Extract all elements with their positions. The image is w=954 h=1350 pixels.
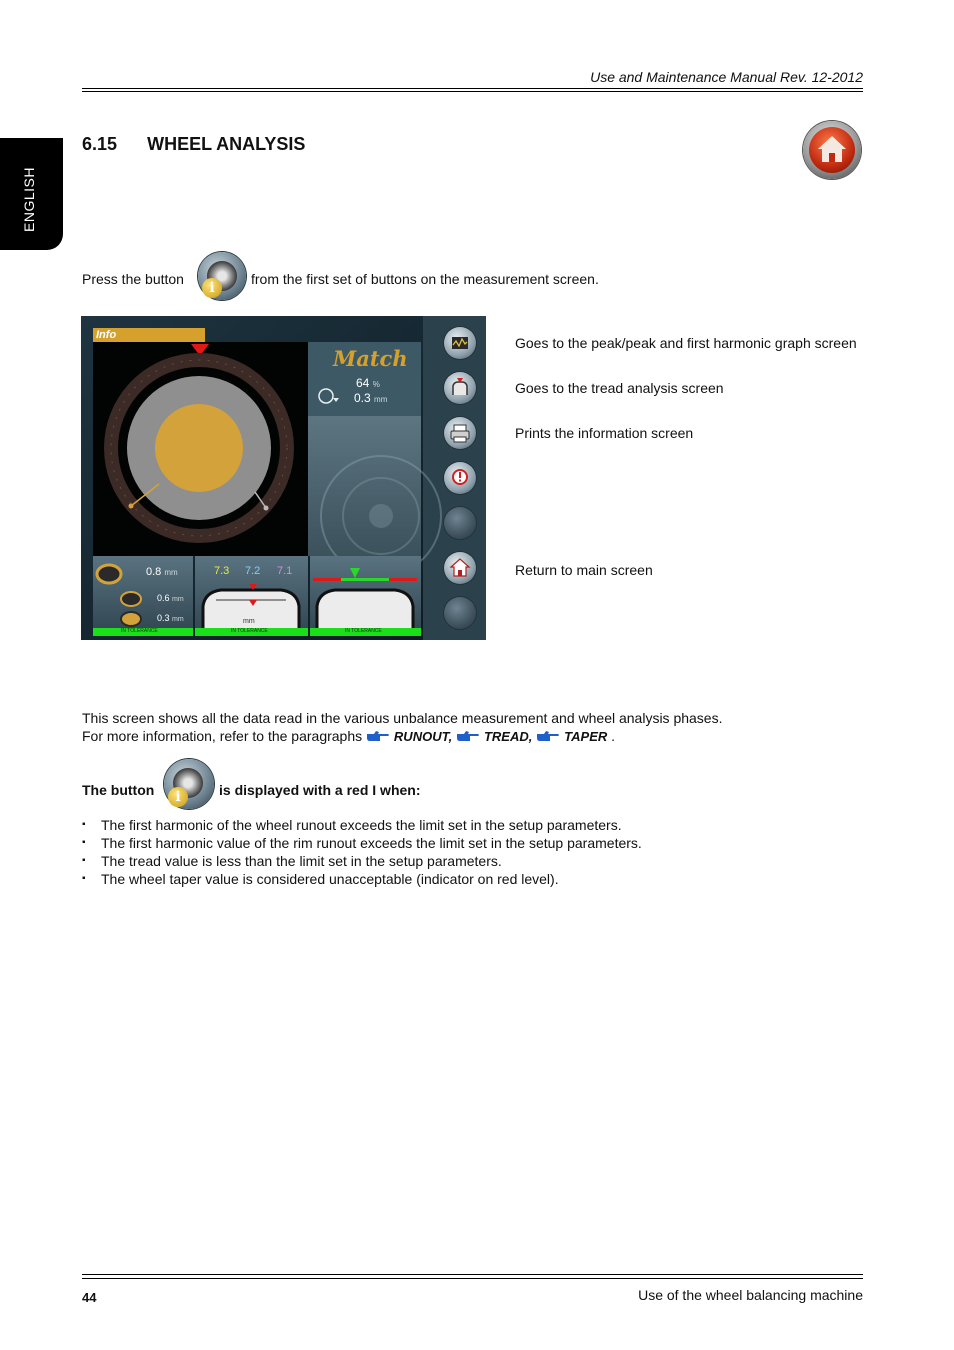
ref-runout[interactable]: RUNOUT xyxy=(393,729,449,744)
info-screen-graphic xyxy=(81,316,486,640)
pointing-hand-icon xyxy=(366,730,390,742)
graph-icon xyxy=(444,327,476,359)
runout-main xyxy=(146,566,178,578)
tread-unit: mm xyxy=(243,618,255,625)
condition-item: ▪ The first harmonic value of the rim runout exceeds the limit set in the setup parameters. xyxy=(82,834,642,852)
pointing-hand-icon xyxy=(456,730,480,742)
ref-sep-1: , xyxy=(448,729,453,744)
printer-icon xyxy=(444,417,476,449)
tread-analysis-button[interactable] xyxy=(444,372,476,404)
print-button[interactable] xyxy=(444,417,476,449)
tread-value-2: 7.2 xyxy=(245,565,261,577)
graph-button[interactable] xyxy=(444,327,476,359)
button-note-before: The button xyxy=(82,782,155,798)
alert-icon xyxy=(444,462,476,494)
ref-tread[interactable]: TREAD xyxy=(483,729,529,744)
runout-main-value: 0.8 xyxy=(146,566,162,578)
footer-rule xyxy=(82,1274,863,1275)
ref-sep-2: , xyxy=(528,729,533,744)
match-percent xyxy=(356,376,380,390)
home-small-icon xyxy=(444,552,476,584)
info-screen xyxy=(81,316,486,640)
tread-value-3: 7.1 xyxy=(277,565,293,577)
runout-second-unit: mm xyxy=(172,596,184,603)
tread-value-1: 7.3 xyxy=(214,565,230,577)
description-end: . xyxy=(611,728,616,744)
header-rule-thin xyxy=(82,91,863,92)
intro-text-after: from the first set of buttons on the measurement screen. xyxy=(251,271,599,287)
page-number: 44 xyxy=(82,1290,97,1305)
match-percent-value: 64 xyxy=(356,376,370,390)
language-label: ENGLISH xyxy=(21,167,37,232)
alert-button[interactable] xyxy=(444,462,476,494)
percent-unit: % xyxy=(372,380,380,389)
legend-home: Return to main screen xyxy=(515,562,653,578)
language-tab xyxy=(0,138,63,250)
description-line-2 xyxy=(82,727,615,746)
match-label: Match xyxy=(333,346,408,371)
section-title: WHEEL ANALYSIS xyxy=(147,134,306,154)
section-heading xyxy=(82,134,305,155)
intro-text-before: Press the button xyxy=(82,271,184,287)
manual-title: Use and Maintenance Manual Rev. 12-2012 xyxy=(590,69,863,85)
home-button[interactable] xyxy=(444,552,476,584)
status-label-taper: IN TOLERANCE xyxy=(345,628,382,634)
pointing-hand-icon xyxy=(536,730,560,742)
info-tab-label: Info xyxy=(96,329,117,341)
footer-rule-thin xyxy=(82,1278,863,1279)
runout-third xyxy=(157,613,184,623)
mm-unit: mm xyxy=(374,395,388,404)
section-number: 6.15 xyxy=(82,134,118,154)
home-icon xyxy=(803,121,861,179)
condition-item: ▪ The wheel taper value is considered unacceptable (indicator on red level). xyxy=(82,870,642,888)
runout-main-unit: mm xyxy=(164,568,178,577)
wheel-info-icon-2: i xyxy=(164,759,214,809)
conditions-list xyxy=(82,816,642,888)
empty-button-2 xyxy=(444,597,476,629)
tread-icon xyxy=(444,372,476,404)
runout-second xyxy=(157,593,184,603)
match-mm xyxy=(354,391,387,405)
status-label-runout: IN TOLERANCE xyxy=(121,628,158,634)
chapter-title: Use of the wheel balancing machine xyxy=(638,1287,863,1303)
empty-button-1 xyxy=(444,507,476,539)
legend-print: Prints the information screen xyxy=(515,425,694,441)
legend-tread: Goes to the tread analysis screen xyxy=(515,380,724,396)
wheel-info-icon: i xyxy=(198,252,246,300)
runout-second-value: 0.6 xyxy=(157,593,170,603)
ref-taper[interactable]: TAPER xyxy=(564,729,608,744)
runout-third-unit: mm xyxy=(172,616,184,623)
description-line-1: This screen shows all the data read in the various unbalance measurement and wheel analysis phases. xyxy=(82,710,723,726)
button-note-after: is displayed with a red I when: xyxy=(219,782,421,798)
description-prefix: For more information, refer to the paragraphs xyxy=(82,728,363,744)
legend-graph: Goes to the peak/peak and first harmonic graph screen xyxy=(515,335,857,351)
header-rule xyxy=(82,88,863,89)
condition-item: ▪ The first harmonic of the wheel runout exceeds the limit set in the setup parameters. xyxy=(82,816,642,834)
runout-third-value: 0.3 xyxy=(157,613,170,623)
status-label-tread: IN TOLERANCE xyxy=(231,628,268,634)
match-mm-value: 0.3 xyxy=(354,391,371,405)
condition-item: ▪ The tread value is less than the limit set in the setup parameters. xyxy=(82,852,642,870)
